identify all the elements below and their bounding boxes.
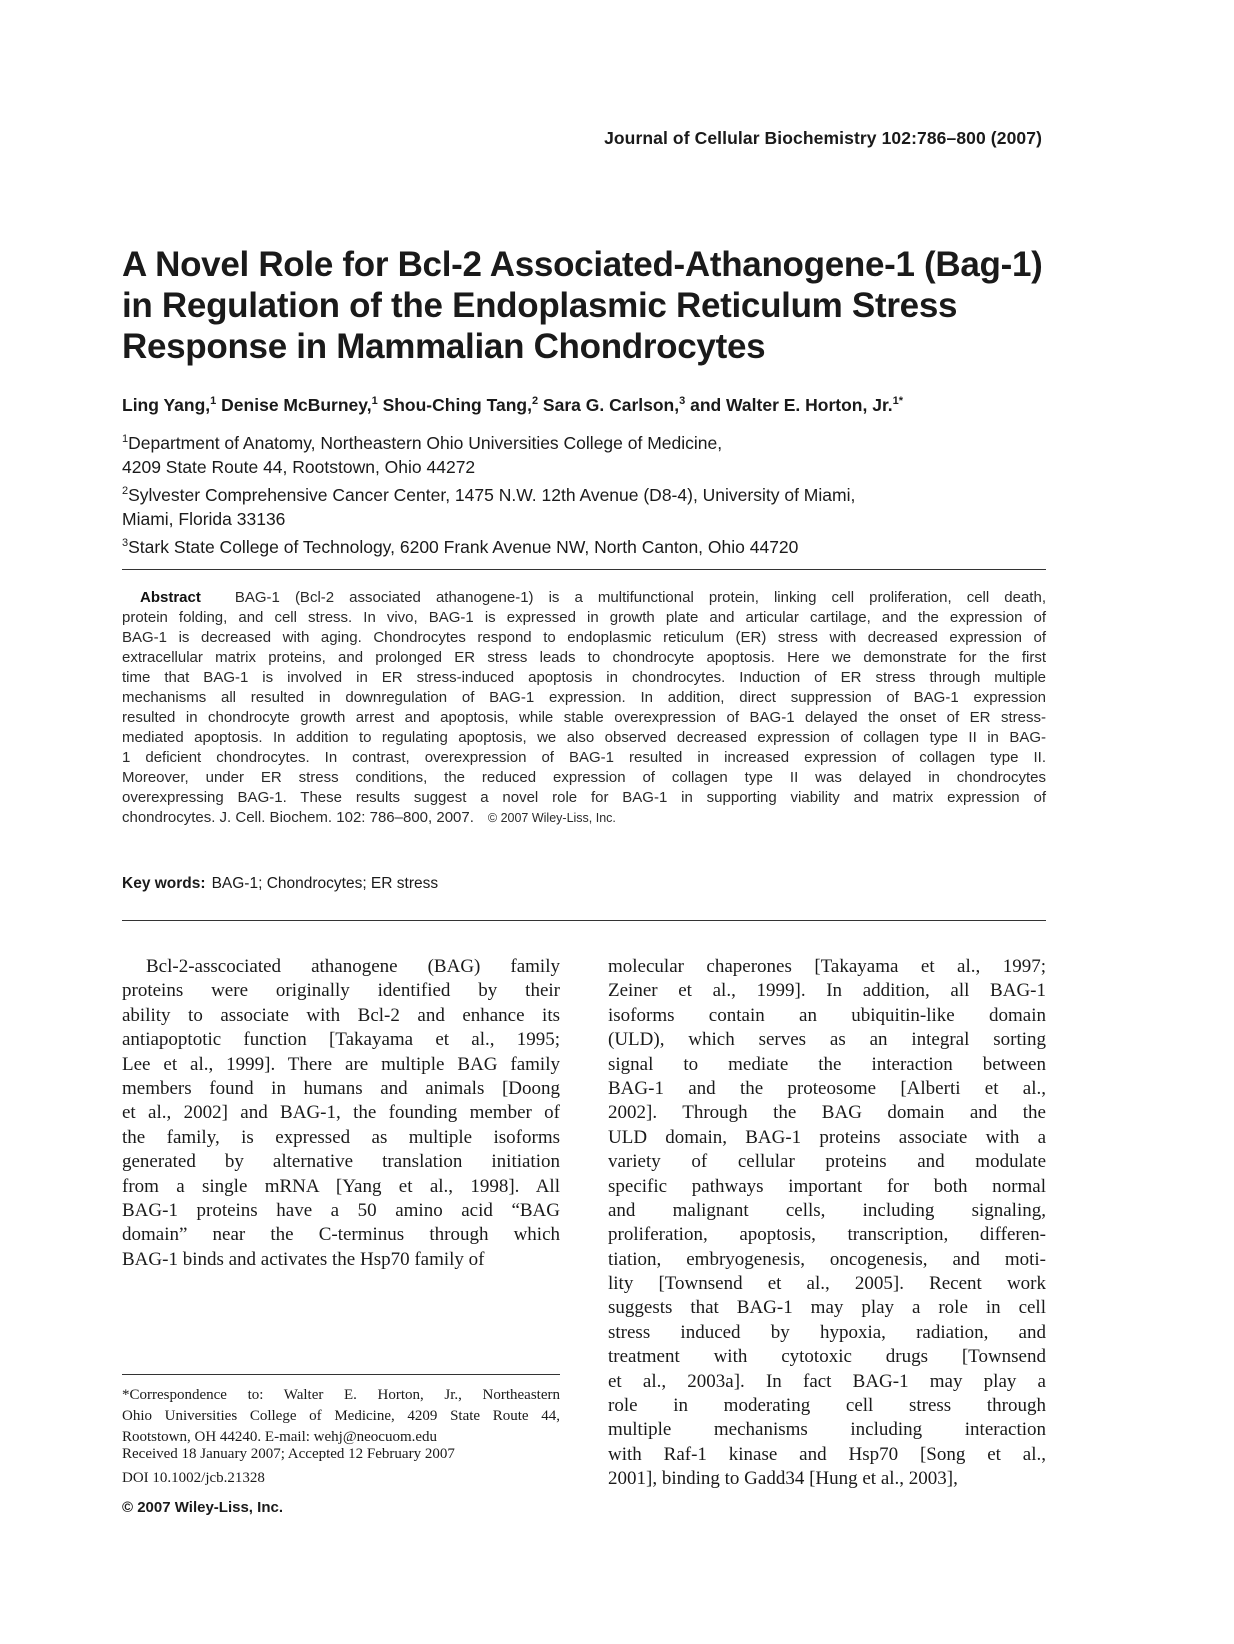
author-name: and Walter E. Horton, Jr.: [685, 395, 893, 415]
body-text-line: proteins were originally identified by their: [122, 980, 560, 1002]
body-text-line: 2002]. Through the BAG domain and the: [608, 1102, 1046, 1124]
body-text-line: with Raf-1 kinase and Hsp70 [Song et al.,: [608, 1443, 1046, 1465]
body-text-line: and malignant cells, including signaling,: [608, 1199, 1046, 1221]
body-text-line: Bcl-2-asscociated athanogene (BAG) family: [146, 956, 560, 977]
title-line: Response in Mammalian Chondrocytes: [122, 327, 766, 366]
body-text-line: (ULD), which serves as an integral sorting: [608, 1029, 1046, 1051]
author-name: Shou-Ching Tang,: [377, 395, 532, 415]
body-text-line: 2001], binding to Gadd34 [Hung et al., 2003],: [608, 1468, 958, 1490]
body-text-line: Zeiner et al., 1999]. In addition, all BAG-1: [608, 980, 1046, 1002]
body-text-line: signal to mediate the interaction between: [608, 1053, 1046, 1075]
body-text-line: Lee et al., 1999]. There are multiple BAG family: [122, 1053, 560, 1075]
body-text-line: BAG-1 binds and activates the Hsp70 family of: [122, 1248, 485, 1270]
body-column-right: [608, 955, 1046, 1492]
footnote-divider: [122, 1374, 560, 1375]
section-divider: [122, 569, 1046, 570]
abstract-line: time that BAG-1 is involved in ER stress-induced apoptosis in chondrocytes. Induction of ER stress through multiple: [122, 669, 1046, 686]
author-affiliation-mark: 2: [531, 395, 539, 408]
abstract-line: Moreover, under ER stress conditions, the reduced expression of collagen type II was delayed in chondrocytes: [122, 769, 1046, 786]
affiliation-line: Miami, Florida 33136: [122, 508, 286, 529]
title-line: in Regulation of the Endoplasmic Reticulum Stress: [122, 286, 958, 325]
abstract-line: resulted in chondrocyte growth arrest and apoptosis, while stable overexpression of BAG-1 delayed the onset of ER stress-: [122, 709, 1046, 726]
keywords: [122, 875, 438, 893]
body-text-line: molecular chaperones [Takayama et al., 1997;: [608, 956, 1046, 977]
abstract-line: mechanisms all resulted in downregulation of BAG-1 expression. In addition, direct suppression of BAG-1 expression: [122, 689, 1046, 706]
footnote-line: *Correspondence to: Walter E. Horton, Jr., Northeastern: [122, 1387, 560, 1403]
body-text-line: isoforms contain an ubiquitin-like domain: [608, 1004, 1046, 1026]
body-text-line: variety of cellular proteins and modulate: [608, 1151, 1046, 1173]
keywords-text: BAG-1; Chondrocytes; ER stress: [211, 875, 439, 892]
body-text-line: ability to associate with Bcl-2 and enhance its: [122, 1004, 560, 1026]
received-dates: Received 18 January 2007; Accepted 12 February 2007: [122, 1446, 455, 1462]
abstract-line: Abstract BAG-1 (Bcl-2 associated athanogene-1) is a multifunctional protein, linking cell proliferation, cell death,: [140, 589, 1046, 606]
abstract-line: BAG-1 is decreased with aging. Chondrocytes respond to endoplasmic reticulum (ER) stress with decreased expression of: [122, 629, 1046, 646]
section-divider: [122, 920, 1046, 921]
body-text-line: from a single mRNA [Yang et al., 1998]. All: [122, 1175, 560, 1197]
body-text-line: proliferation, apoptosis, transcription, differen-: [608, 1224, 1046, 1246]
article-title: [122, 244, 1082, 367]
body-text-line: suggests that BAG-1 may play a role in cell: [608, 1297, 1046, 1319]
abstract-line: overexpressing BAG-1. These results suggest a novel role for BAG-1 in supporting viability and matrix expression of: [122, 789, 1046, 806]
abstract-line: protein folding, and cell stress. In vivo, BAG-1 is expressed in growth plate and articular cartilage, and the expression of: [122, 609, 1046, 626]
affiliations: [122, 427, 855, 558]
doi: DOI 10.1002/jcb.21328: [122, 1470, 265, 1486]
abstract-line: 1 deficient chondrocytes. In contrast, overexpression of BAG-1 resulted in increased expression of collagen type II.: [122, 749, 1046, 766]
footnote-line: Ohio Universities College of Medicine, 4209 State Route 44,: [122, 1408, 560, 1424]
author-name: Ling Yang,: [122, 395, 211, 415]
footnote-line: Rootstown, OH 44240. E-mail: wehj@neocuom.edu: [122, 1429, 438, 1445]
author-affiliation-mark: 1: [210, 395, 217, 408]
affiliation-line: $^1$Department of Anatomy, Northeastern Ohio Universities College of Medicine,: [122, 432, 723, 453]
body-text-line: specific pathways important for both normal: [608, 1175, 1046, 1197]
abstract-label: Abstract: [140, 589, 201, 606]
abstract-line: extracellular matrix proteins, and prolonged ER stress leads to chondrocyte apoptosis. Here we demonstrate for the first: [122, 649, 1046, 666]
copyright-notice: © 2007 Wiley-Liss, Inc.: [122, 1499, 283, 1516]
body-text-line: stress induced by hypoxia, radiation, and: [608, 1321, 1046, 1343]
body-text-line: generated by alternative translation initiation: [122, 1151, 560, 1173]
body-text-line: antiapoptotic function [Takayama et al., 1995;: [122, 1029, 560, 1051]
body-text-line: BAG-1 proteins have a 50 amino acid “BAG: [122, 1199, 560, 1221]
body-column-left: [122, 955, 560, 1272]
affiliation-line: $^3$Stark State College of Technology, 6200 Frank Avenue NW, North Canton, Ohio 44720: [122, 536, 799, 557]
abstract-copyright: © 2007 Wiley-Liss, Inc.: [487, 811, 616, 825]
abstract: [122, 588, 1046, 828]
body-text-line: BAG-1 and the proteosome [Alberti et al.,: [608, 1077, 1046, 1099]
body-text-line: the family, is expressed as multiple isoforms: [122, 1126, 560, 1148]
body-text-line: treatment with cytotoxic drugs [Townsend: [608, 1346, 1046, 1368]
abstract-line: chondrocytes. J. Cell. Biochem. 102: 786–800, 2007. © 2007 Wiley-Liss, Inc.: [122, 809, 616, 826]
abstract-line: mediated apoptosis. In addition to regulating apoptosis, we also observed decreased expression of collagen type II in BAG-: [122, 729, 1046, 746]
title-line: A Novel Role for Bcl-2 Associated-Athanogene-1 (Bag-1): [122, 245, 1043, 284]
body-text-line: multiple mechanisms including interaction: [608, 1419, 1046, 1441]
body-text-line: tiation, embryogenesis, oncogenesis, and moti-: [608, 1248, 1046, 1270]
author-name: Denise McBurney,: [216, 395, 372, 415]
journal-citation: Journal of Cellular Biochemistry 102:786–800 (2007): [604, 128, 1042, 148]
author-name: Sara G. Carlson,: [538, 395, 680, 415]
author-affiliation-mark: 1: [371, 395, 378, 408]
author-affiliation-mark: 1*: [892, 395, 904, 408]
body-text-line: ULD domain, BAG-1 proteins associate with a: [608, 1126, 1046, 1148]
body-text-line: domain” near the C-terminus through which: [122, 1224, 560, 1246]
author-affiliation-mark: 3: [679, 395, 686, 408]
keywords-label: Key words:: [122, 875, 206, 892]
author-list: [122, 395, 903, 416]
body-text-line: role in moderating cell stress through: [608, 1395, 1046, 1417]
affiliation-line: 4209 State Route 44, Rootstown, Ohio 44272: [122, 456, 476, 477]
body-text-line: et al., 2002] and BAG-1, the founding member of: [122, 1102, 560, 1124]
body-text-line: lity [Townsend et al., 2005]. Recent work: [608, 1273, 1046, 1295]
affiliation-line: $^2$Sylvester Comprehensive Cancer Center, 1475 N.W. 12th Avenue (D8-4), University of Miami,: [122, 484, 856, 505]
correspondence-footnote: [122, 1385, 560, 1448]
body-text-line: members found in humans and animals [Doong: [122, 1077, 560, 1099]
body-text-line: et al., 2003a]. In fact BAG-1 may play a: [608, 1370, 1046, 1392]
